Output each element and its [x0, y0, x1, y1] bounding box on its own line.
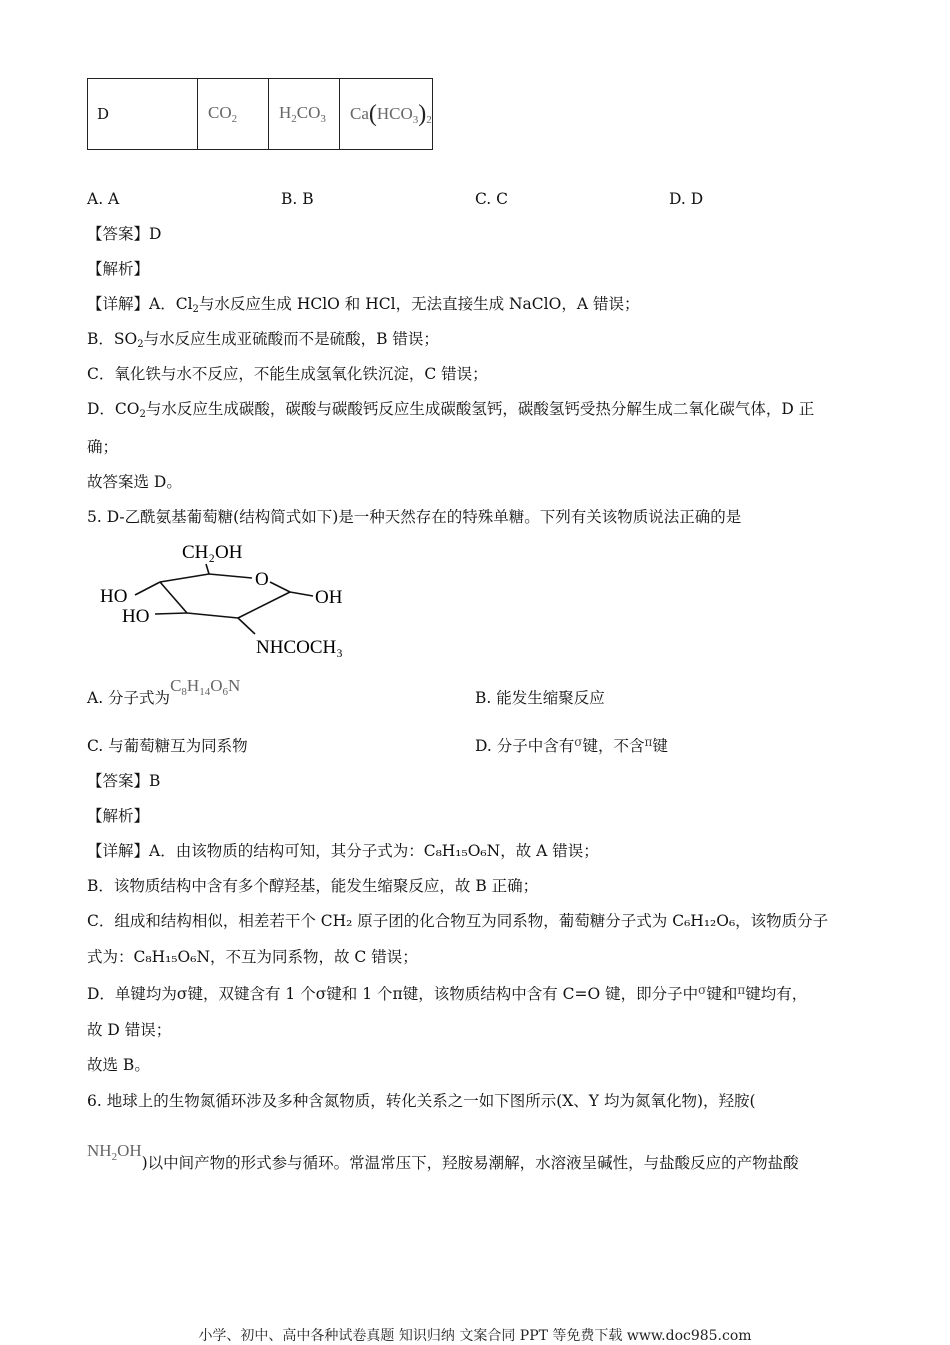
formula-co2: $CO_2$ [198, 79, 269, 150]
q5-detail-d2: 故 D 错误； [87, 1021, 172, 1039]
q4-answer: 【答案】D [87, 225, 162, 243]
choice-b: B. B [281, 190, 314, 208]
q4-detail-a: 【详解】A．$Cl_2$与水反应生成 HClO 和 HCl，无法直接生成 NaClO，A 错误； [87, 295, 640, 315]
q5-detail-a: 【详解】A．由该物质的结构可知，其分子式为：C₈H₁₅O₆N，故 A 错误； [87, 842, 599, 860]
label-oh-right: OH [315, 587, 343, 608]
q5-detail-c1: C．组成和结构相似，相差若干个 CH₂ 原子团的化合物互为同系物，葡萄糖分子式为 C₆H₁₂O₆，该物质分子 [87, 912, 829, 930]
q5-choice-d: D. 分子中含有$^\sigma$键，不含$^\pi$键 [475, 735, 668, 755]
q5-detail-b: B．该物质结构中含有多个醇羟基，能发生缩聚反应，故 B 正确； [87, 877, 539, 895]
choice-d: D. D [669, 190, 704, 208]
q5-choice-a: A. 分子式为$C_8H_{14}O_6N$ [87, 676, 241, 707]
formula-cahco32: $Ca(HCO_3)_2$ [340, 79, 433, 150]
table-row [88, 79, 433, 150]
q6-stem-line1: 6. 地球上的生物氮循环涉及多种含氮物质，转化关系之一如下图所示(X、Y 均为氮氧化物)，羟胺( [87, 1092, 756, 1110]
q5-conclusion: 故选 B。 [87, 1056, 150, 1074]
q5-answer: 【答案】B [87, 772, 161, 790]
q4-analysis-tag: 【解析】 [87, 260, 150, 278]
structure-diagram [95, 536, 385, 664]
q5-stem: 5. D-乙酰氨基葡萄糖(结构简式如下)是一种天然存在的特殊单糖。下列有关该物质说法正确的是 [87, 508, 742, 526]
q4-conclusion: 故答案选 D。 [87, 473, 182, 491]
label-ch2oh: CH₂OH [182, 542, 243, 563]
label-ho-top: HO [100, 586, 128, 607]
formula-h2co3: $H_2CO_3$ [269, 79, 340, 150]
label-ho-bottom: HO [122, 606, 150, 627]
label-ring-o: O [255, 569, 269, 590]
q4-detail-d-cont: 确； [87, 438, 119, 456]
q5-choice-c: C. 与葡萄糖互为同系物 [87, 737, 248, 755]
page-footer: 小学、初中、高中各种试卷真题 知识归纳 文案合同 PPT 等免费下载 www.doc985.com [198, 1328, 752, 1344]
q5-analysis-tag: 【解析】 [87, 807, 150, 825]
q4-detail-d: D．$CO_2$与水反应生成碳酸，碳酸与碳酸钙反应生成碳酸氢钙，碳酸氢钙受热分解生成二氧化碳气体，D 正 [87, 400, 815, 420]
q4-detail-c: C．氧化铁与水不反应，不能生成氢氧化铁沉淀，C 错误； [87, 365, 488, 383]
choice-a: A. A [87, 190, 120, 208]
q5-detail-c2: 式为：C₈H₁₅O₆N，不互为同系物，故 C 错误； [87, 948, 418, 966]
q5-detail-d1: D．单键均为σ键，双键含有 1 个σ键和 1 个π键，该物质结构中含有 C=O 键，即分子中$^\sigma$键和$^\pi$键均有， [87, 983, 808, 1003]
q5-choice-b: B. 能发生缩聚反应 [475, 689, 605, 707]
row-label: D [88, 79, 198, 150]
q6-stem-line2: $NH_2OH$)以中间产物的形式参与循环。常温常压下，羟胺易潮解，水溶液呈碱性，与盐酸反应的产物盐酸 [87, 1141, 799, 1172]
q4-detail-b: B．$SO_2$与水反应生成亚硫酸而不是硫酸，B 错误； [87, 330, 439, 350]
label-nhcoch3: NHCOCH₃ [256, 637, 343, 658]
option-table [87, 78, 433, 150]
choice-c: C. C [475, 190, 509, 208]
